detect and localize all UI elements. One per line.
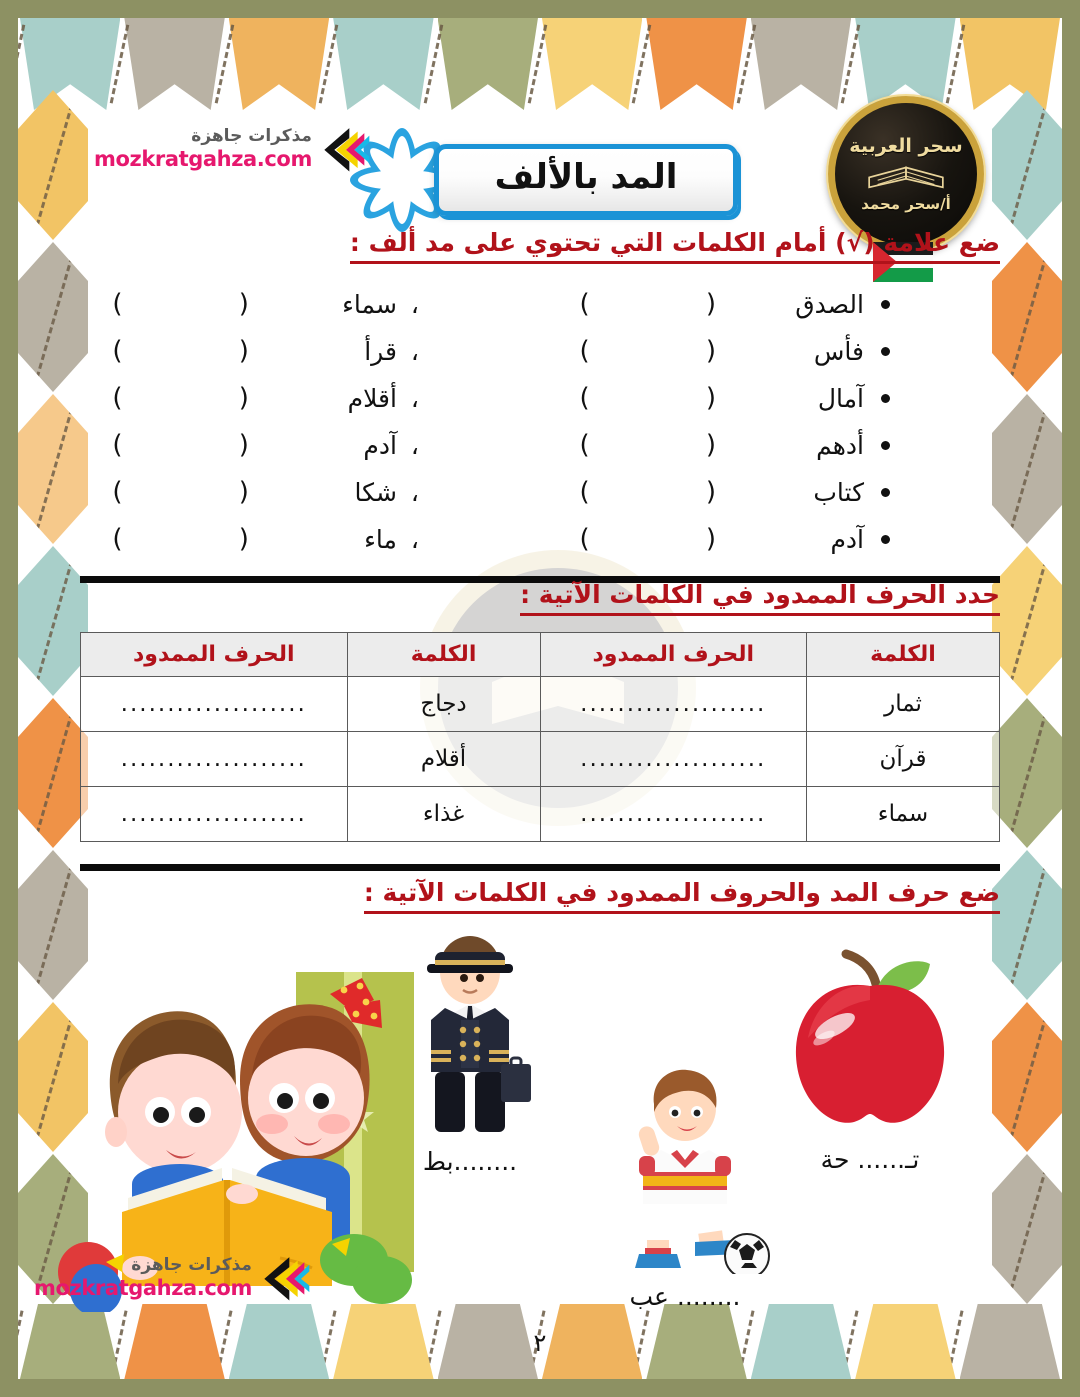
diamond-shape [992, 850, 1062, 1000]
comma-separator: ، [410, 524, 419, 554]
table-header-word-2: الكلمة [347, 632, 540, 676]
section-check-words [80, 226, 1000, 597]
table-cell-word: غذاء [347, 786, 540, 841]
mad-letter-table [80, 632, 1000, 842]
table-cell-answer[interactable]: .................... [81, 786, 348, 841]
apple-image [780, 942, 960, 1137]
answer-parentheses[interactable]: ( ) [112, 524, 303, 555]
diamond-shape [992, 1154, 1062, 1304]
page-title: المد بالألف [494, 157, 678, 198]
diamond-shape [18, 546, 88, 696]
table-cell-word: قرآن [807, 731, 1000, 786]
page-frame [18, 18, 1062, 1379]
word-text: آمال [817, 383, 864, 413]
right-diamond-border [992, 110, 1062, 1304]
answer-parentheses[interactable]: ( ) [579, 336, 770, 367]
word-check-item[interactable] [540, 517, 1000, 562]
table-row [81, 731, 1000, 786]
answer-parentheses[interactable]: ( ) [579, 524, 770, 555]
list-bullet [881, 300, 890, 309]
word-checklist-grid [80, 282, 1000, 562]
table-cell-word: ثمار [807, 676, 1000, 731]
site-logo-bottom-arabic: مذكرات جاهزة [131, 1255, 252, 1276]
table-cell-word: دجاج [347, 676, 540, 731]
table-cell-answer[interactable]: .................... [540, 731, 807, 786]
picture-label-player: ........ عب [629, 1281, 741, 1311]
table-cell-answer[interactable]: .................... [540, 786, 807, 841]
table-cell-word: أقلام [347, 731, 540, 786]
open-book-icon [863, 159, 949, 193]
diamond-shape [992, 394, 1062, 544]
page-number: ٢ [533, 1329, 547, 1357]
list-bullet [881, 535, 890, 544]
list-bullet [881, 488, 890, 497]
word-check-item[interactable] [80, 517, 540, 562]
diamond-shape [18, 242, 88, 392]
table-cell-word: سماء [807, 786, 1000, 841]
diamond-shape [18, 394, 88, 544]
word-text: ماء [364, 524, 397, 554]
word-check-item[interactable] [80, 282, 540, 327]
pilot-officer-image [405, 924, 535, 1139]
site-logo-text [94, 127, 312, 171]
answer-parentheses[interactable]: ( ) [112, 477, 303, 508]
word-check-item[interactable] [540, 282, 1000, 327]
word-text: كتاب [813, 477, 864, 507]
table-row [81, 786, 1000, 841]
list-bullet [881, 394, 890, 403]
answer-parentheses[interactable]: ( ) [579, 477, 770, 508]
answer-parentheses[interactable]: ( ) [112, 336, 303, 367]
question2-instruction: حدد الحرف الممدود في الكلمات الآتية : [520, 578, 1000, 616]
word-check-item[interactable] [540, 376, 1000, 421]
table-cell-answer[interactable]: .................... [81, 731, 348, 786]
badge-teacher-name: أ/سحر محمد [861, 195, 951, 213]
table-header-letter-2: الحرف الممدود [81, 632, 348, 676]
arrow-swoosh-logo-icon [321, 126, 371, 172]
answer-parentheses[interactable]: ( ) [112, 289, 303, 320]
word-check-item[interactable] [540, 423, 1000, 468]
section-identify-letter [80, 578, 1000, 885]
comma-separator: ، [410, 336, 419, 366]
answer-parentheses[interactable]: ( ) [112, 383, 303, 414]
site-logo-bottom-url: mozkratgahza.com [34, 1275, 252, 1300]
word-check-item[interactable] [80, 423, 540, 468]
answer-parentheses[interactable]: ( ) [579, 383, 770, 414]
diamond-shape [992, 90, 1062, 240]
table-cell-answer[interactable]: .................... [81, 676, 348, 731]
comma-separator: ، [410, 289, 419, 319]
word-text: آدم [363, 430, 397, 460]
picture-item-player [570, 1064, 800, 1311]
soccer-player-image [595, 1064, 775, 1274]
question3-instruction: ضع حرف المد والحروف الممدود في الكلمات الآتية : [364, 876, 1000, 914]
word-check-item[interactable] [80, 470, 540, 515]
diamond-shape [18, 698, 88, 848]
table-header-word-1: الكلمة [807, 632, 1000, 676]
site-logo-url: mozkratgahza.com [94, 146, 312, 171]
word-text: أقلام [347, 383, 397, 413]
word-text: أدهم [816, 430, 864, 460]
site-logo-bottom[interactable] [34, 1255, 311, 1301]
picture-label-apple: تـ...... حة [820, 1144, 920, 1174]
comma-separator: ، [410, 383, 419, 413]
question2-heading-row [80, 578, 1000, 616]
answer-parentheses[interactable]: ( ) [579, 430, 770, 461]
word-text: قرأ [364, 336, 397, 366]
word-check-item[interactable] [80, 329, 540, 374]
diamond-shape [992, 546, 1062, 696]
site-logo-top[interactable] [94, 126, 371, 172]
diamond-shape [18, 90, 88, 240]
word-check-item[interactable] [540, 329, 1000, 374]
worksheet-title-box [434, 144, 738, 215]
comma-separator: ، [410, 477, 419, 507]
word-check-item[interactable] [540, 470, 1000, 515]
table-header-row [81, 632, 1000, 676]
question1-heading-row [80, 226, 1000, 264]
title-group [342, 120, 738, 240]
arrow-swoosh-logo-icon-bottom [261, 1255, 311, 1301]
worksheet-header [80, 78, 1000, 218]
answer-parentheses[interactable]: ( ) [112, 430, 303, 461]
diamond-shape [992, 242, 1062, 392]
question1-instruction: ضع علامة (√) أمام الكلمات التي تحتوي على مد ألف : [350, 226, 1000, 264]
word-text: الصدق [795, 289, 864, 319]
word-check-item[interactable] [80, 376, 540, 421]
table-header-letter-1: الحرف الممدود [540, 632, 807, 676]
picture-label-officer: ........بط [422, 1146, 518, 1176]
list-bullet [881, 347, 890, 356]
table-row [81, 676, 1000, 731]
word-text: فأس [813, 336, 864, 366]
site-logo-bottom-text [34, 1256, 252, 1300]
comma-separator: ، [410, 430, 419, 460]
diamond-shape [992, 698, 1062, 848]
list-bullet [881, 441, 890, 450]
table-cell-answer[interactable]: .................... [540, 676, 807, 731]
question3-heading-row [80, 876, 1000, 914]
diamond-shape [992, 1002, 1062, 1152]
badge-title: سحر العربية [849, 135, 963, 157]
word-text: آدم [830, 524, 864, 554]
worksheet-content [80, 58, 1000, 1348]
word-text: سماء [342, 289, 397, 319]
word-text: شكا [354, 477, 397, 507]
answer-parentheses[interactable]: ( ) [579, 289, 770, 320]
section-divider-2 [80, 864, 1000, 871]
site-logo-arabic: مذكرات جاهزة [191, 126, 312, 147]
